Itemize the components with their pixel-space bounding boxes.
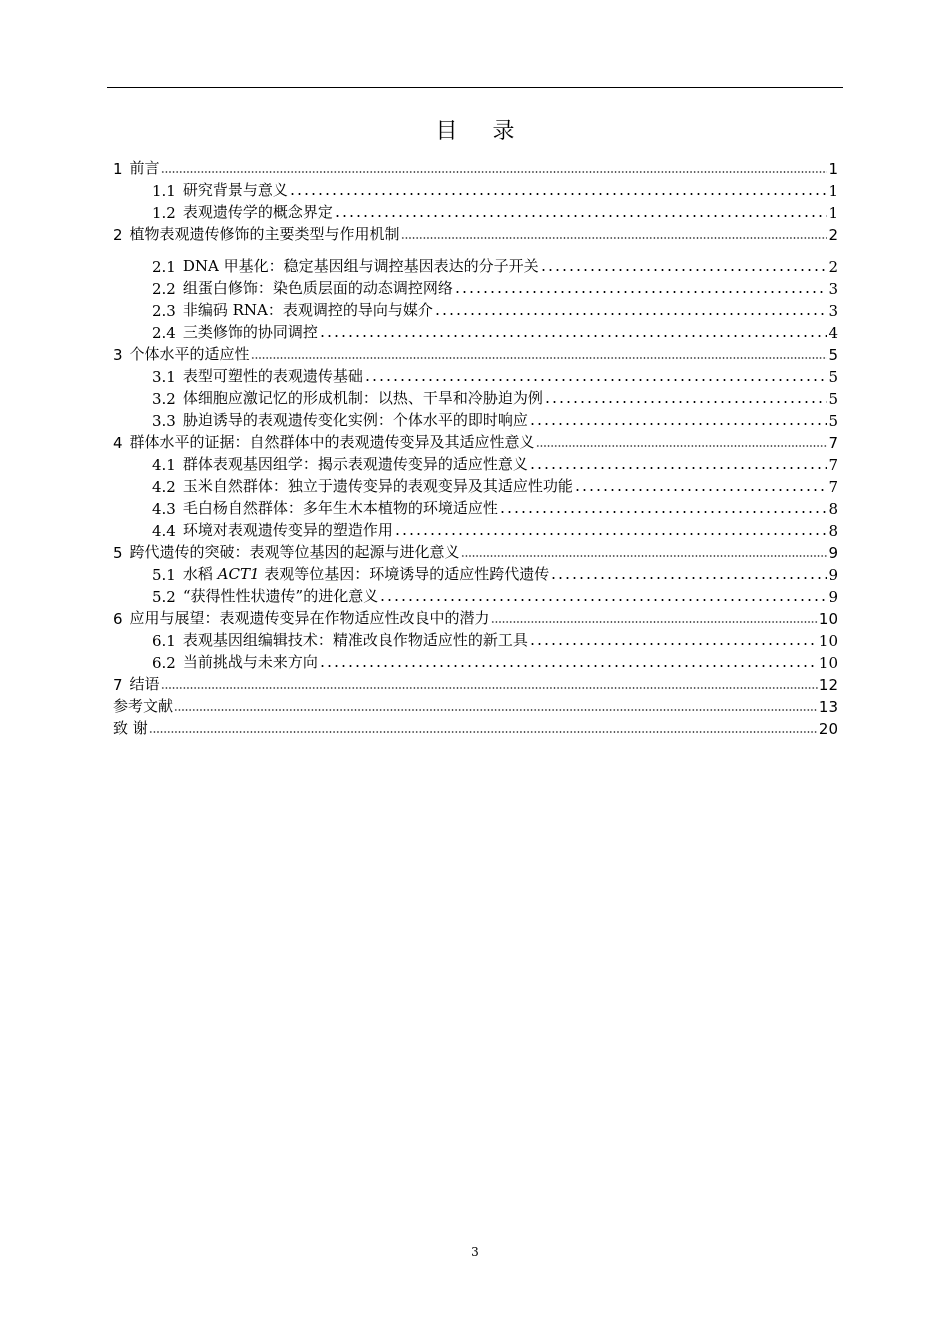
toc-entry-number: 3.3 <box>152 412 176 430</box>
toc-entry-number: 1.1 <box>152 182 176 200</box>
toc-entry-number: 3.1 <box>152 368 176 386</box>
toc-entry-title: 表观遗传学的概念界定 <box>182 203 333 221</box>
toc-entry[interactable] <box>113 540 838 562</box>
toc-entry[interactable] <box>113 496 838 518</box>
toc-leader-dots <box>251 356 828 360</box>
toc-entry-title: 植物表观遗传修饰的主要类型与作用机制 <box>129 225 400 243</box>
toc-title: 目 录 <box>435 119 529 144</box>
toc-entry-page: 12 <box>818 676 838 694</box>
toc-leader-dots <box>401 236 828 240</box>
table-of-contents <box>113 156 838 738</box>
toc-entry-page: 7 <box>828 478 838 496</box>
toc-leader-dots <box>529 642 818 646</box>
toc-entry[interactable] <box>113 156 838 178</box>
toc-entry-page: 1 <box>828 160 838 178</box>
toc-entry-title: 跨代遗传的突破：表观等位基因的起源与进化意义 <box>129 543 460 561</box>
toc-entry[interactable] <box>113 320 838 342</box>
toc-entry[interactable] <box>113 386 838 408</box>
toc-entry-page: 8 <box>828 522 838 540</box>
toc-entry-page: 5 <box>828 368 838 386</box>
toc-entry-page: 9 <box>828 566 838 584</box>
toc-leader-dots <box>491 620 818 624</box>
toc-leader-dots <box>544 400 828 404</box>
toc-entry-number: 4.2 <box>152 478 176 496</box>
toc-entry-title: 毛白杨自然群体：多年生木本植物的环境适应性 <box>182 499 498 517</box>
toc-leader-dots <box>529 466 828 470</box>
toc-entry-title: 群体表观基因组学：揭示表观遗传变异的适应性意义 <box>182 455 528 473</box>
toc-entry-title: 胁迫诱导的表观遗传变化实例：个体水平的即时响应 <box>182 411 528 429</box>
toc-entry-title: 当前挑战与未来方向 <box>182 653 318 671</box>
toc-entry-number: 7 <box>113 676 123 694</box>
toc-entry-number: 2.3 <box>152 302 176 320</box>
toc-entry-title: 个体水平的适应性 <box>129 345 250 363</box>
toc-entry-title: “获得性性状遗传”的进化意义 <box>182 587 379 605</box>
toc-entry-title: 体细胞应激记忆的形成机制：以热、干旱和冷胁迫为例 <box>182 389 543 407</box>
toc-entry-title: 环境对表观遗传变异的塑造作用 <box>182 521 393 539</box>
toc-entry-page: 10 <box>818 632 838 650</box>
toc-entry-title: 玉米自然群体：独立于遗传变异的表观变异及其适应性功能 <box>182 477 573 495</box>
toc-leader-dots <box>149 730 818 734</box>
toc-entry-page: 3 <box>828 302 838 320</box>
toc-entry-title: 表型可塑性的表观遗传基础 <box>182 367 363 385</box>
toc-entry-title <box>183 563 549 584</box>
toc-entry-title: 组蛋白修饰：染色质层面的动态调控网络 <box>182 279 453 297</box>
toc-leader-dots <box>461 554 828 558</box>
toc-entry-number: 5 <box>113 544 123 562</box>
toc-leader-dots <box>529 422 828 426</box>
toc-entry-number: 6 <box>113 610 123 628</box>
toc-entry-title: 致 谢 <box>113 719 148 737</box>
toc-entry-page: 1 <box>828 204 838 222</box>
toc-entry[interactable] <box>113 694 838 716</box>
toc-entry-number: 5.2 <box>152 588 176 606</box>
toc-leader-dots <box>574 488 828 492</box>
toc-entry[interactable] <box>113 276 838 298</box>
toc-entry-page: 8 <box>828 500 838 518</box>
toc-leader-dots <box>536 444 828 448</box>
toc-entry-number: 3 <box>113 346 123 364</box>
toc-entry-title: DNA 甲基化：稳定基因组与调控基因表达的分子开关 <box>182 257 539 275</box>
toc-entry-page: 3 <box>828 280 838 298</box>
toc-entry-title: 三类修饰的协同调控 <box>182 323 318 341</box>
toc-leader-dots <box>550 576 827 580</box>
toc-entry-title: 前言 <box>129 159 160 177</box>
toc-leader-dots <box>434 312 828 316</box>
toc-entry-page: 2 <box>828 258 838 276</box>
toc-entry[interactable] <box>113 298 838 320</box>
toc-entry-title: 群体水平的证据：自然群体中的表观遗传变异及其适应性意义 <box>129 433 535 451</box>
toc-entry-page: 5 <box>828 390 838 408</box>
toc-entry-title: 应用与展望：表观遗传变异在作物适应性改良中的潜力 <box>129 609 490 627</box>
toc-entry[interactable] <box>113 342 838 364</box>
toc-entry-number: 1 <box>113 160 123 178</box>
toc-entry-title-italic: ACT1 <box>217 565 260 583</box>
toc-entry[interactable] <box>113 364 838 386</box>
toc-entry-page: 7 <box>828 434 838 452</box>
toc-leader-dots <box>379 598 827 602</box>
toc-entry[interactable] <box>113 474 838 496</box>
toc-entry-number: 2.2 <box>152 280 176 298</box>
page-number: 3 <box>471 1245 479 1259</box>
toc-entry[interactable] <box>113 452 838 474</box>
toc-entry[interactable] <box>113 200 838 222</box>
toc-entry[interactable] <box>113 584 838 606</box>
toc-leader-dots <box>334 214 828 218</box>
toc-entry-number: 1.2 <box>152 204 176 222</box>
toc-leader-dots <box>289 192 828 196</box>
toc-entry-number: 2.4 <box>152 324 176 342</box>
toc-entry-title-part: 表观等位基因：环境诱导的适应性跨代遗传 <box>259 565 550 583</box>
toc-entry-page: 9 <box>828 544 838 562</box>
toc-leader-dots <box>174 708 818 712</box>
toc-entry-number: 4.3 <box>152 500 176 518</box>
toc-entry-title: 非编码 RNA：表观调控的导向与媒介 <box>182 301 433 319</box>
toc-leader-dots <box>161 170 828 174</box>
toc-entry[interactable] <box>113 650 838 672</box>
toc-entry-number: 6.1 <box>152 632 176 650</box>
toc-leader-dots <box>454 290 828 294</box>
toc-entry-page: 10 <box>818 654 838 672</box>
toc-entry-title: 表观基因组编辑技术：精准改良作物适应性的新工具 <box>182 631 528 649</box>
toc-entry-page: 7 <box>828 456 838 474</box>
toc-entry-title-part: 水稻 <box>182 565 218 583</box>
toc-entry-page: 9 <box>828 588 838 606</box>
toc-entry-page: 20 <box>818 720 838 738</box>
toc-entry-number: 2.1 <box>152 258 176 276</box>
toc-entry[interactable] <box>113 254 838 276</box>
toc-entry-number: 4.4 <box>152 522 176 540</box>
toc-entry-page: 2 <box>828 226 838 244</box>
toc-entry[interactable] <box>113 672 838 694</box>
toc-leader-dots <box>319 334 828 338</box>
toc-leader-dots <box>499 510 828 514</box>
toc-entry-page: 1 <box>828 182 838 200</box>
toc-entry-number: 2 <box>113 226 123 244</box>
toc-entry[interactable] <box>113 716 838 738</box>
toc-entry-number: 5.1 <box>152 566 176 584</box>
toc-entry-page: 10 <box>818 610 838 628</box>
toc-entry[interactable] <box>113 408 838 430</box>
toc-entry-number: 4 <box>113 434 123 452</box>
toc-entry-page: 4 <box>828 324 838 342</box>
toc-leader-dots <box>540 268 828 272</box>
toc-entry-number: 6.2 <box>152 654 176 672</box>
toc-entry-number: 3.2 <box>152 390 176 408</box>
toc-entry-title: 结语 <box>129 675 160 693</box>
toc-entry-title: 参考文献 <box>113 697 174 715</box>
toc-entry[interactable] <box>113 178 838 200</box>
toc-entry-page: 13 <box>818 698 838 716</box>
toc-entry[interactable] <box>113 606 838 628</box>
toc-leader-dots <box>319 664 818 668</box>
toc-entry-number: 4.1 <box>152 456 176 474</box>
toc-entry-page: 5 <box>828 346 838 364</box>
toc-entry-page: 5 <box>828 412 838 430</box>
toc-entry[interactable] <box>113 562 838 584</box>
toc-leader-dots <box>394 532 828 536</box>
toc-entry[interactable] <box>113 518 838 540</box>
header-rule <box>107 87 843 88</box>
toc-entry[interactable] <box>113 430 838 452</box>
toc-entry-title: 研究背景与意义 <box>182 181 288 199</box>
toc-leader-dots <box>161 686 818 690</box>
toc-entry[interactable] <box>113 628 838 650</box>
toc-leader-dots <box>364 378 828 382</box>
toc-entry[interactable] <box>113 222 838 244</box>
